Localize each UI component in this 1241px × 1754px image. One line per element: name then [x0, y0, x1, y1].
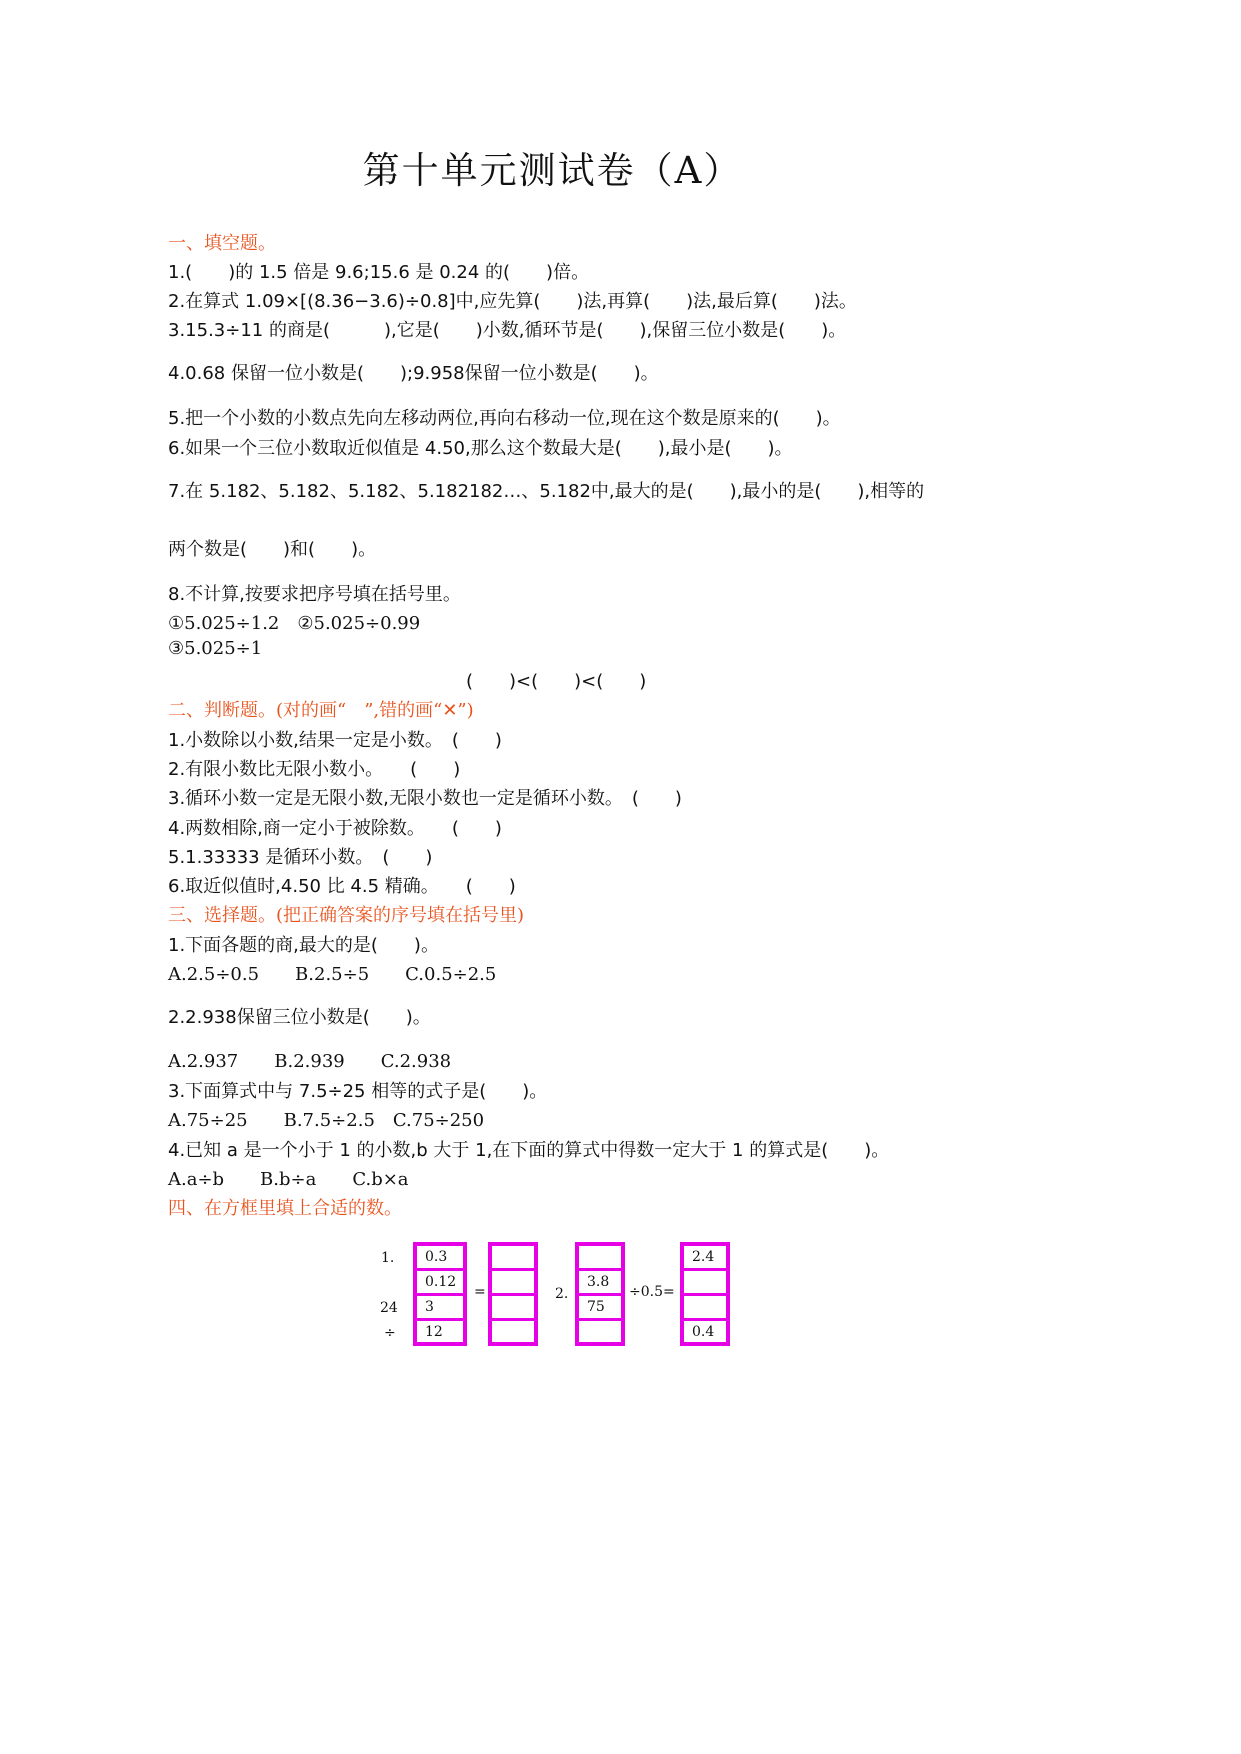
choice-q3: 3.下面算式中与 7.5÷25 相等的式子是( )。 [168, 1081, 548, 1102]
box-cell[interactable] [579, 1246, 621, 1271]
choice-q3-options: A.75÷25 B.7.5÷2.5 C.75÷250 [168, 1110, 485, 1131]
box-cell[interactable] [684, 1296, 726, 1321]
box-cell[interactable] [492, 1321, 534, 1342]
choice-q2-options: A.2.937 B.2.939 C.2.938 [168, 1051, 452, 1072]
fill-q8-blanks: ( )<( )<( ) [466, 671, 647, 692]
fill-q8: 8.不计算,按要求把序号填在括号里。 [168, 584, 461, 605]
box-cell[interactable]: 0.3 [417, 1246, 463, 1271]
section-judge-heading: 二、判断题。(对的画“ ”,错的画“✕”) [168, 700, 474, 721]
box-cell[interactable] [579, 1321, 621, 1342]
box-cell[interactable]: 2.4 [684, 1246, 726, 1271]
fill-q7-cont: 两个数是( )和( )。 [168, 539, 377, 560]
divide-half-operator: ÷0.5= [629, 1284, 675, 1300]
box-cell[interactable]: 0.4 [692, 1324, 715, 1340]
fill-q7: 7.在 5.182、5.182、5.182、5.182182…、5.182中,最大的是( ),最小的是( ),相等的 [168, 481, 925, 502]
fill-q8-option3: ③5.025÷1 [168, 638, 263, 659]
page-title: 第十单元测试卷（A） [362, 149, 743, 192]
fill-q4: 4.0.68 保留一位小数是( );9.958保留一位小数是( )。 [168, 363, 659, 384]
box-cell[interactable] [492, 1246, 534, 1271]
section-choice-heading: 三、选择题。(把正确答案的序号填在括号里) [168, 905, 525, 926]
box-divide-sign: ÷ [384, 1325, 396, 1341]
box-cell[interactable]: 3 [417, 1296, 463, 1321]
fill-q6: 6.如果一个三位小数取近似值是 4.50,那么这个数最大是( ),最小是( )。 [168, 438, 793, 459]
box-cell[interactable]: 0.12 [417, 1271, 463, 1296]
box-cell[interactable] [492, 1296, 534, 1321]
box-grid-1 [413, 1242, 467, 1346]
choice-q1: 1.下面各题的商,最大的是( )。 [168, 935, 439, 956]
fill-q1: 1.( )的 1.5 倍是 9.6;15.6 是 0.24 的( )倍。 [168, 262, 590, 283]
box-grid-2 [488, 1242, 538, 1346]
judge-q3: 3.循环小数一定是无限小数,无限小数也一定是循环小数。 ( ) [168, 788, 682, 809]
section-fill-heading: 一、填空题。 [168, 233, 276, 254]
box-grid-3 [575, 1242, 625, 1346]
judge-q5: 5.1.33333 是循环小数。 ( ) [168, 847, 433, 868]
fill-q5: 5.把一个小数的小数点先向左移动两位,再向右移动一位,现在这个数是原来的( )。 [168, 408, 841, 429]
fill-q8-options: ①5.025÷1.2 ②5.025÷0.99 [168, 613, 421, 634]
box-problem-1-number: 1. [381, 1250, 395, 1266]
box-cell[interactable]: 3.8 [579, 1271, 621, 1296]
judge-q4: 4.两数相除,商一定小于被除数。 ( ) [168, 818, 502, 839]
box-cell[interactable] [684, 1271, 726, 1296]
box-cell[interactable]: 12 [425, 1324, 443, 1340]
box-cell[interactable]: 75 [579, 1296, 621, 1321]
judge-q1: 1.小数除以小数,结果一定是小数。 ( ) [168, 730, 502, 751]
box-divisor-24: 24 [380, 1300, 398, 1316]
judge-q2: 2.有限小数比无限小数小。 ( ) [168, 759, 461, 780]
fill-q2: 2.在算式 1.09×[(8.36−3.6)÷0.8]中,应先算( )法,再算( )法,最后算( )法。 [168, 291, 857, 312]
box-grid-4 [680, 1242, 730, 1346]
choice-q4-options: A.a÷b B.b÷a C.b×a [168, 1169, 409, 1190]
section-boxes-heading: 四、在方框里填上合适的数。 [168, 1198, 402, 1219]
equals-sign: = [474, 1284, 486, 1300]
box-cell[interactable] [492, 1271, 534, 1296]
box-problem-2-number: 2. [555, 1286, 569, 1302]
choice-q4: 4.已知 a 是一个小于 1 的小数,b 大于 1,在下面的算式中得数一定大于 1 的算式是( )。 [168, 1140, 890, 1161]
choice-q1-options: A.2.5÷0.5 B.2.5÷5 C.0.5÷2.5 [168, 964, 497, 985]
fill-q3: 3.15.3÷11 的商是( ),它是( )小数,循环节是( ),保留三位小数是( )。 [168, 320, 847, 341]
judge-q6: 6.取近似值时,4.50 比 4.5 精确。 ( ) [168, 876, 516, 897]
choice-q2: 2.2.938保留三位小数是( )。 [168, 1007, 431, 1028]
